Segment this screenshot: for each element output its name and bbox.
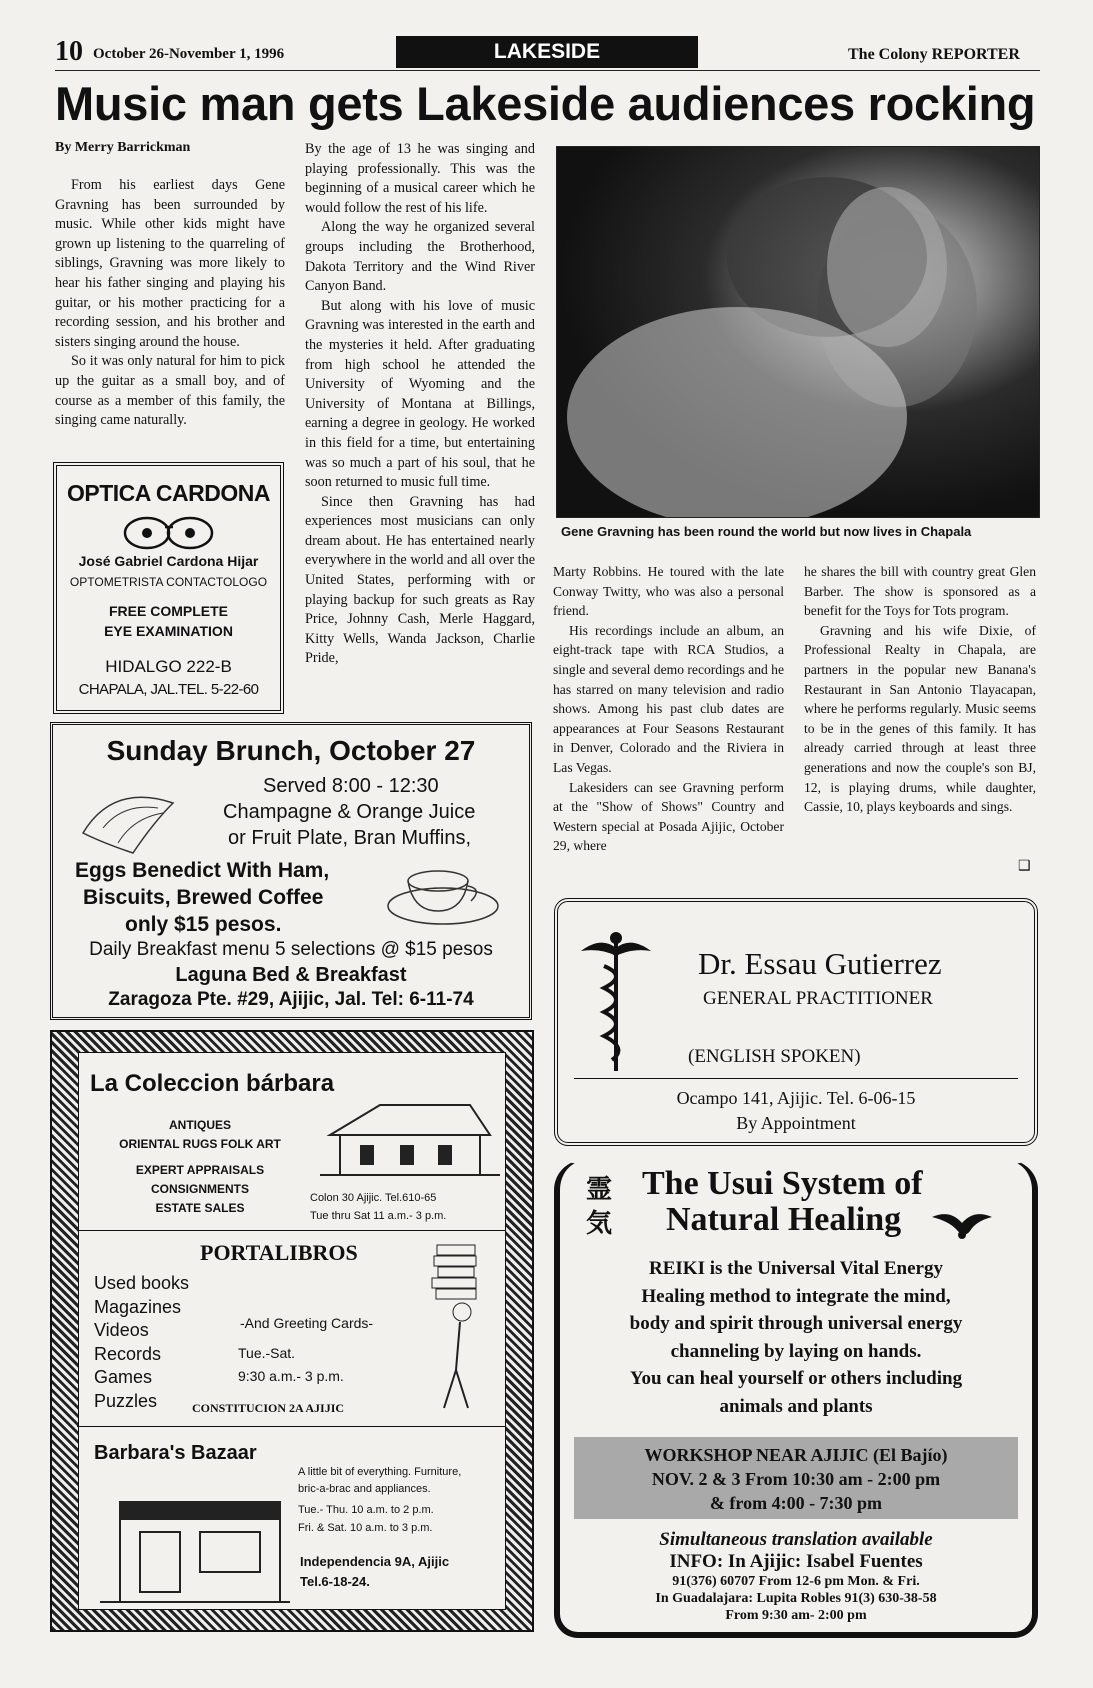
coleccion-line: ESTATE SALES: [155, 1201, 245, 1215]
portalibros-hours: 9:30 a.m.- 3 p.m.: [238, 1368, 344, 1384]
coleccion-line: ANTIQUES: [168, 1118, 231, 1132]
optica-phone: CHAPALA, JAL.TEL. 5-22-60: [78, 681, 259, 698]
portalibros-item: Puzzles: [94, 1390, 158, 1411]
photo-illustration: [557, 147, 1039, 517]
coleccion-line: EXPERT APPRAISALS: [135, 1163, 265, 1177]
bazaar-hours: Tue.- Thu. 10 a.m. to 2 p.m.: [298, 1504, 434, 1516]
reiki-title: The Usui System of: [642, 1165, 923, 1202]
portalibros-days: Tue.-Sat.: [238, 1345, 296, 1361]
section-banner: LAKESIDE: [396, 36, 698, 68]
coleccion-hours: Tue thru Sat 11 a.m.- 3 p.m.: [310, 1210, 447, 1222]
bazaar-desc: bric-a-brac and appliances.: [298, 1483, 431, 1495]
eyeglasses-icon: [57, 511, 280, 551]
coleccion-line: ORIENTAL RUGS FOLK ART: [119, 1137, 281, 1151]
header-rule: [55, 70, 1040, 71]
divider: [77, 1230, 505, 1231]
reiki-line: You can heal yourself or others including: [629, 1368, 963, 1389]
article-column-4: [804, 562, 1036, 817]
reiki-translation: Simultaneous translation available: [659, 1529, 933, 1550]
article-column-3: [553, 562, 784, 856]
house-illustration: [320, 1080, 500, 1180]
caduceus-icon: [576, 926, 656, 1076]
portalibros-address: CONSTITUCION 2A AJIJIC: [192, 1401, 345, 1415]
coleccion-title: La Coleccion bárbara: [90, 1070, 335, 1097]
portalibros-item: Videos: [94, 1320, 149, 1340]
optica-address: HIDALGO 222-B: [105, 657, 232, 676]
doctor-address: Ocampo 141, Ajijic. Tel. 6-06-15: [676, 1088, 916, 1108]
reiki-line: REIKI is the Universal Vital Energy: [649, 1258, 943, 1279]
divider: [77, 1426, 505, 1427]
coleccion-address: Colon 30 Ajijic. Tel.610-65: [310, 1192, 437, 1204]
reiki-line: Healing method to integrate the mind,: [641, 1285, 951, 1307]
reiki-glyph: 霊: [586, 1175, 613, 1204]
bazaar-address: Independencia 9A, Ajijic: [300, 1554, 450, 1569]
portalibros-items: [94, 1272, 189, 1413]
article-photo: [556, 146, 1040, 518]
brunch-price: only $15 pesos.: [125, 913, 282, 936]
doctor-name: Dr. Essau Gutierrez: [698, 946, 942, 981]
brunch-line: Eggs Benedict With Ham,: [75, 859, 330, 882]
brunch-name: Laguna Bed & Breakfast: [175, 964, 407, 986]
reiki-glyph: 気: [586, 1209, 613, 1238]
storefront-illustration: [100, 1472, 290, 1612]
paragraph: he shares the bill with country great Glen Barber. The show is sponsored as a benefit for the Toys for Tots program.: [804, 564, 1036, 619]
workshop-line: WORKSHOP NEAR AJIJIC (El Bajío): [644, 1445, 948, 1465]
brunch-line: Champagne & Orange Juice: [223, 801, 476, 823]
dove-icon: [930, 1205, 994, 1245]
reiki-phone: 91(376) 60707 From 12-6 pm Mon. & Fri.: [672, 1574, 920, 1589]
coleccion-line: CONSIGNMENTS: [150, 1182, 249, 1196]
paragraph: Marty Robbins. He toured with the late Conway Twitty, who was also a personal friend.: [553, 564, 784, 619]
doctor-language: (ENGLISH SPOKEN): [688, 1046, 861, 1067]
byline: By Merry Barrickman: [55, 140, 191, 155]
workshop-line: NOV. 2 & 3 From 10:30 am - 2:00 pm: [651, 1469, 941, 1489]
optica-ad: [53, 462, 284, 714]
reiki-guadalajara: In Guadalajara: Lupita Robles 91(3) 630-38-58: [655, 1591, 937, 1606]
portalibros-item: Records: [94, 1343, 162, 1364]
reiki-info: INFO: In Ajijic: Isabel Fuentes: [669, 1551, 923, 1572]
brunch-line: Biscuits, Brewed Coffee: [83, 886, 324, 909]
headline: Music man gets Lakeside audiences rocking: [55, 77, 1036, 130]
portalibros-item: Used books: [94, 1273, 190, 1293]
brunch-daily: Daily Breakfast menu 5 selections @ $15 pesos: [89, 939, 493, 960]
reiki-body: [560, 1255, 1032, 1420]
reiki-gdl-hours: From 9:30 am- 2:00 pm: [725, 1608, 867, 1623]
brunch-ad: [50, 722, 532, 1020]
brunch-address: Zaragoza Pte. #29, Ajijic, Jal. Tel: 6-11-74: [108, 989, 474, 1010]
photo-caption: Gene Gravning has been round the world but now lives in Chapala: [561, 524, 972, 539]
reiki-title: Natural Healing: [666, 1201, 902, 1238]
portalibros-item: Magazines: [94, 1296, 182, 1317]
workshop-line: & from 4:00 - 7:30 pm: [709, 1493, 883, 1513]
brunch-line: or Fruit Plate, Bran Muffins,: [228, 827, 472, 849]
paragraph: So it was only natural for him to pick up the guitar as a small boy, and of course as a member of this family, the singing came naturally.: [55, 353, 285, 429]
bazaar-desc: A little bit of everything. Furniture,: [298, 1466, 462, 1478]
book-carrier-illustration: [422, 1240, 492, 1420]
optica-offer: FREE COMPLETE: [108, 603, 228, 619]
portalibros-title: PORTALIBROS: [200, 1240, 358, 1265]
article-column-1: [55, 176, 285, 431]
issue-date: October 26-November 1, 1996: [93, 46, 285, 62]
paragraph: Gravning and his wife Dixie, of Professional Realty in Chapala, are partners in the popular new Banana's Restaurant in San Antonio Tlayacapan, where he performs regularly. Music seems to be in the genes of this family. It has already carried through at least three generations and now the couple's son BJ, 12, is playing drums, while daughter, Cassie, 10, plays keyboards and sings.: [804, 622, 1036, 815]
optica-title: OPTICA CARDONA: [67, 480, 270, 506]
brunch-title: Sunday Brunch, October 27: [106, 735, 476, 766]
bazaar-phone: Tel.6-18-24.: [300, 1574, 370, 1589]
optica-offer: EYE EXAMINATION: [104, 623, 233, 639]
paragraph: By the age of 13 he was singing and playing professionally. This was the beginning of a musical career which he would follow the rest of his life.: [305, 141, 535, 216]
optica-owner: José Gabriel Cardona Hijar: [78, 553, 259, 569]
bazaar-hours: Fri. & Sat. 10 a.m. to 3 p.m.: [298, 1522, 433, 1534]
reiki-line: body and spirit through universal energy: [629, 1313, 963, 1334]
reiki-line: animals and plants: [719, 1395, 873, 1417]
croissant-icon: [73, 773, 193, 863]
portalibros-item: Games: [94, 1367, 153, 1387]
article-column-2: [305, 140, 535, 669]
paragraph: Along the way he organized several groups including the Brotherhood, Dakota Territory and the Wind River Canyon Band.: [305, 219, 535, 295]
paragraph: Since then Gravning has had experiences most musicians can only dream about. He has entertained nearly everywhere in the world and all over the United States, performing with or playing backup for such greats as Ray Price, Johnny Cash, Merle Haggard, Kitty Wells, Wanda Jackson, Charlie Pride,: [305, 493, 535, 667]
paper-name: The Colony REPORTER: [848, 46, 1020, 63]
doctor-appointment: By Appointment: [736, 1113, 856, 1133]
reiki-line: channeling by laying on hands.: [670, 1340, 922, 1362]
paragraph: Lakesiders can see Gravning perform at the "Show of Shows" Country and Western special at Posada Ajijic, October 29, where: [553, 779, 784, 854]
coffee-cup-icon: [383, 851, 503, 931]
paragraph: From his earliest days Gene Gravning has been surrounded by music. While other kids might have grown up listening to the quarreling of siblings, Gravning was more likely to hear his father singing and playing his guitar, or his mother practicing for a recording session, and his brother and sisters singing around the house.: [55, 177, 285, 350]
end-mark: ❑: [1018, 859, 1031, 874]
doctor-ad: [554, 898, 1038, 1146]
divider: [574, 1078, 1018, 1079]
doctor-title: GENERAL PRACTITIONER: [703, 988, 933, 1009]
page-number: 10: [55, 36, 83, 67]
brunch-served: Served 8:00 - 12:30: [263, 775, 439, 797]
portalibros-greeting: -And Greeting Cards-: [240, 1315, 374, 1331]
reiki-workshop: [574, 1437, 1018, 1519]
bazaar-title: Barbara's Bazaar: [94, 1442, 257, 1464]
paragraph: But along with his love of music Gravning was interested in the earth and the mysteries it held. After graduating from high school he attended the University of Wyoming and the University of Montana at Billings, earning a degree in geology. He worked in this field for a time, but entertaining was so much a part of his soul, that he soon returned to music full time.: [305, 297, 535, 491]
reiki-ad: [554, 1160, 1038, 1638]
paragraph: His recordings include an album, an eight-track tape with RCA Studios, a single and several demo recordings and he has starred on many television and radio shows. Among his past club dates are appearances at Four Seasons Restaurant in Denver, Colorado and the Riviera in Las Vegas.: [553, 622, 785, 775]
optica-profession: OPTOMETRISTA CONTACTOLOGO: [69, 575, 268, 589]
